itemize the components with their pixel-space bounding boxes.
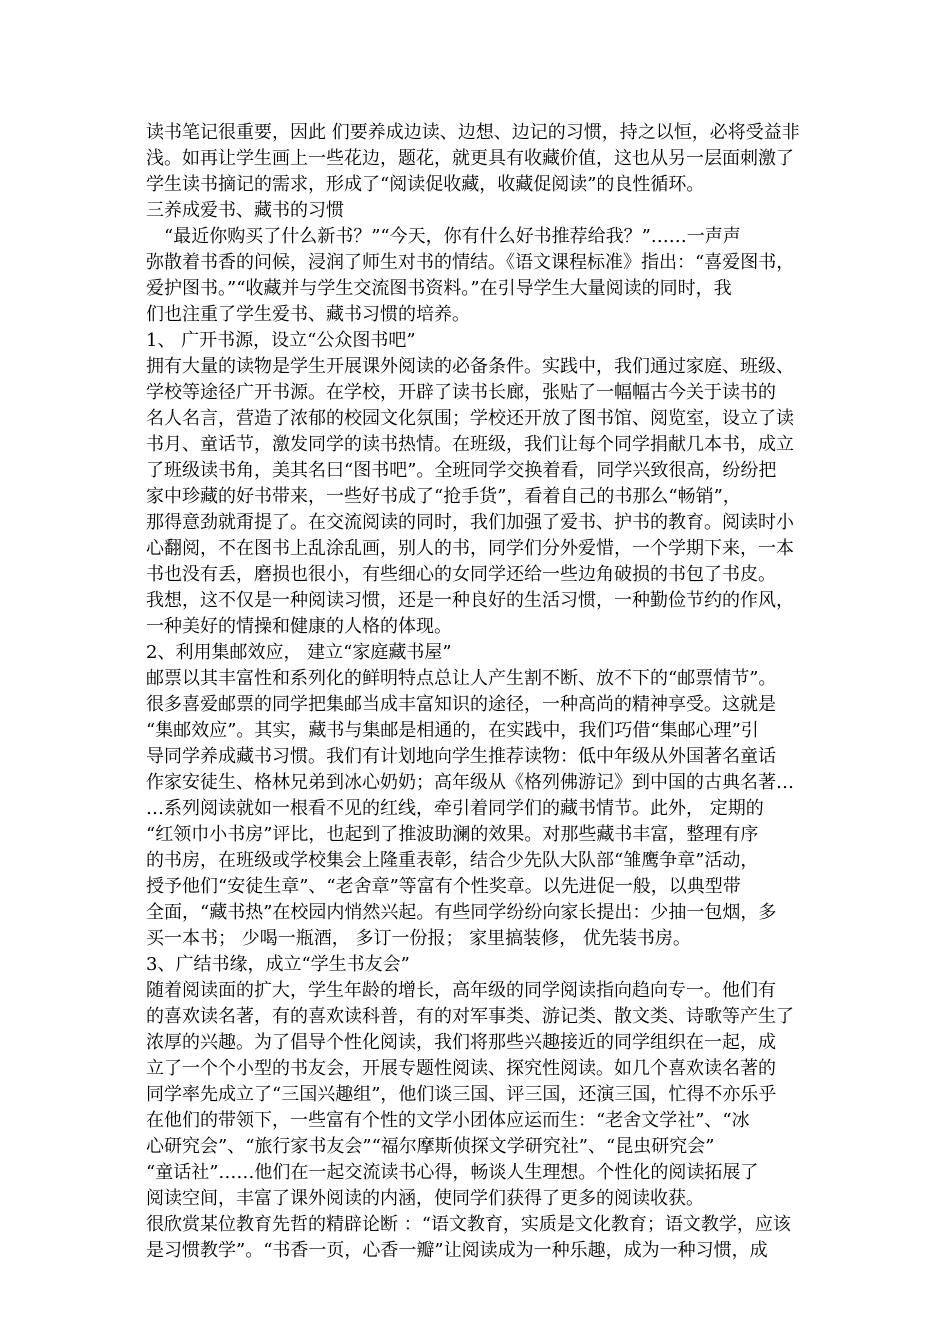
document-body bbox=[146, 120, 809, 1264]
text-line: 的喜欢读名著，有的喜欢读科普，有的对军事类、游记类、散文类、诗歌等产生了 bbox=[146, 1006, 794, 1027]
text-line: 名人名言，营造了浓郁的校园文化氛围；学校还开放了图书馆、阅览室，设立了读 bbox=[146, 408, 794, 429]
text-line: 授予他们“安徒生章”、“老舍章”等富有个性奖章。以先进促一般，以典型带 bbox=[146, 876, 741, 897]
text-line: 2、利用集邮效应， 建立“家庭藏书屋” bbox=[146, 642, 452, 663]
text-line: 随着阅读面的扩大，学生年龄的增长，高年级的同学阅读指向趋向专一。他们有 bbox=[146, 980, 776, 1001]
text-line: “红领巾小书房”评比，也起到了推波助澜的效果。对那些藏书丰富，整理有序 bbox=[146, 824, 759, 845]
text-line: 我想，这不仅是一种阅读习惯，还是一种良好的生活习惯，一种勤俭节约的作风， bbox=[146, 590, 794, 611]
text-line: 的书房，在班级或学校集会上隆重表彰，结合少先队大队部“雏鹰争章”活动， bbox=[146, 850, 759, 871]
text-line: 爱护图书。”“收藏并与学生交流图书资料。”在引导学生大量阅读的同时，我 bbox=[146, 278, 732, 299]
text-line: …系列阅读就如一根看不见的红线，牵引着同学们的藏书情节。此外， 定期的 bbox=[146, 798, 764, 819]
text-line: 心翻阅，不在图书上乱涂乱画，别人的书，同学们分外爱惜，一个学期下来，一本 bbox=[146, 538, 794, 559]
text-line: 在他们的带领下，一些富有个性的文学小团体应运而生：“老舍文学社”、“冰 bbox=[146, 1110, 750, 1131]
text-line: 心研究会”、“旅行家书友会”“福尔摩斯侦探文学研究社”、“昆虫研究会” bbox=[146, 1136, 715, 1157]
text-line: “集邮效应”。其实，藏书与集邮是相通的，在实践中，我们巧借“集邮心理”引 bbox=[146, 720, 759, 741]
text-line: 拥有大量的读物是学生开展课外阅读的必备条件。实践中，我们通过家庭、班级、 bbox=[146, 356, 794, 377]
text-line: 书也没有丢，磨损也很小，有些细心的女同学还给一些边角破损的书包了书皮。 bbox=[146, 564, 776, 585]
text-line: 了班级读书角，美其名曰“图书吧”。全班同学交换着看，同学兴致很高，纷纷把 bbox=[146, 460, 777, 481]
text-line: 作家安徒生、格林兄弟到冰心奶奶；高年级从《格列佛游记》到中国的古典名著… bbox=[146, 772, 794, 793]
text-line: 学校等途径广开书源。在学校，开辟了读书长廊，张贴了一幅幅古今关于读书的 bbox=[146, 382, 776, 403]
text-line: 学生读书摘记的需求，形成了“阅读促收藏，收藏促阅读”的良性循环。 bbox=[146, 174, 705, 195]
text-line: “最近你购买了什么新书？”“今天，你有什么好书推荐给我？”……一声声 bbox=[146, 226, 741, 247]
text-line: 是习惯教学”。“书香一页，心香一瓣”让阅读成为一种乐趣，成为一种习惯，成 bbox=[146, 1240, 768, 1261]
text-line: 读书笔记很重要，因此 们要养成边读、边想、边记的习惯，持之以恒，必将受益非 bbox=[146, 122, 800, 143]
text-line: 很多喜爱邮票的同学把集邮当成丰富知识的途径，一种高尚的精神享受。这就是 bbox=[146, 694, 776, 715]
text-line: 浅。如再让学生画上一些花边，题花，就更具有收藏价值，这也从另一层面刺激了 bbox=[146, 148, 794, 169]
text-line: 导同学养成藏书习惯。我们有计划地向学生推荐读物：低中年级从外国著名童话 bbox=[146, 746, 776, 767]
text-line: 弥散着书香的问候，浸润了师生对书的情结。《语文课程标准》指出：“喜爱图书， bbox=[146, 252, 795, 273]
text-line: 家中珍藏的好书带来，一些好书成了“抢手货”，看着自己的书那么“畅销”， bbox=[146, 486, 741, 507]
text-line: 立了一个个小型的书友会，开展专题性阅读、探究性阅读。如几个喜欢读名著的 bbox=[146, 1058, 776, 1079]
text-line: 浓厚的兴趣。为了倡导个性化阅读，我们将那些兴趣接近的同学组织在一起，成 bbox=[146, 1032, 776, 1053]
text-line: 很欣赏某位教育先哲的精辟论断 ：“语文教育，实质是文化教育；语文教学，应该 bbox=[146, 1214, 791, 1235]
text-line: 那得意劲就甭提了。在交流阅读的同时，我们加强了爱书、护书的教育。阅读时小 bbox=[146, 512, 794, 533]
text-line: 3、广结书缘，成立“学生书友会” bbox=[146, 954, 410, 975]
text-line: 邮票以其丰富性和系列化的鲜明特点总让人产生割不断、放不下的“邮票情节”。 bbox=[146, 668, 777, 689]
text-line: 1、 广开书源，设立“公众图书吧” bbox=[146, 330, 416, 351]
text-line: 们也注重了学生爱书、藏书习惯的培养。 bbox=[146, 304, 470, 325]
text-line: 三养成爱书、藏书的习惯 bbox=[146, 200, 344, 221]
text-line: 买一本书； 少喝一瓶酒， 多订一份报； 家里搞装修， 优先装书房。 bbox=[146, 928, 691, 949]
text-line: 书月、童话节，激发同学的读书热情。在班级，我们让每个同学捐献几本书，成立 bbox=[146, 434, 794, 455]
text-line: 同学率先成立了“三国兴趣组”，他们谈三国、评三国，还演三国，忙得不亦乐乎 bbox=[146, 1084, 777, 1105]
text-line: 阅读空间，丰富了课外阅读的内涵，使同学们获得了更多的阅读收获。 bbox=[146, 1188, 704, 1209]
text-line: “童话社”……他们在一起交流读书心得，畅谈人生理想。个性化的阅读拓展了 bbox=[146, 1162, 759, 1183]
text-line: 全面，“藏书热”在校园内悄然兴起。有些同学纷纷向家长提出：少抽一包烟，多 bbox=[146, 902, 777, 923]
text-line: 一种美好的情操和健康的人格的体现。 bbox=[146, 616, 452, 637]
